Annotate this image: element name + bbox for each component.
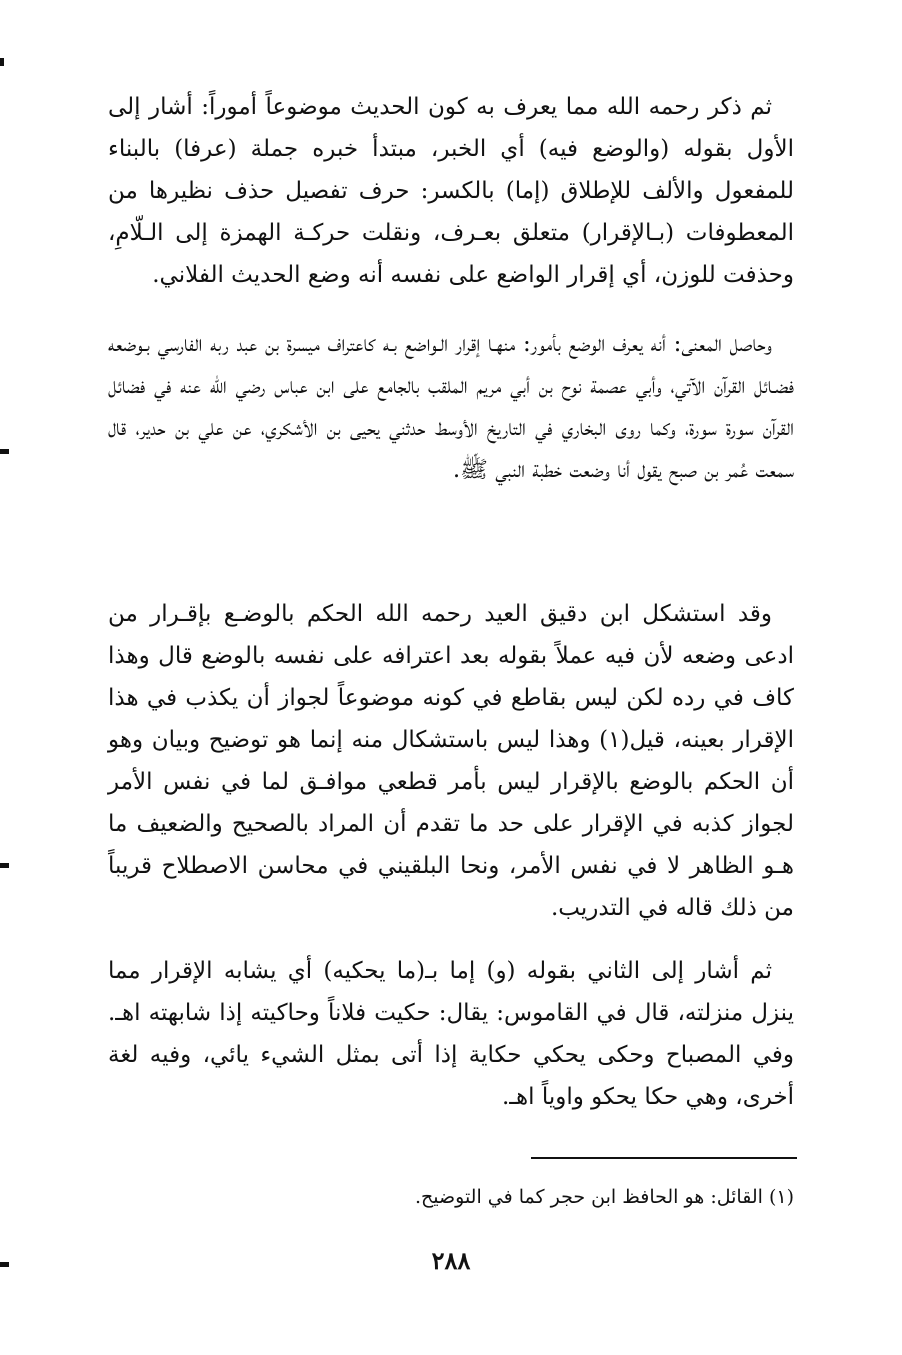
paragraph-2 bbox=[108, 323, 794, 491]
footnote-separator bbox=[531, 1157, 797, 1159]
scan-edge-mark bbox=[0, 58, 4, 66]
page-number: ٢٨٨ bbox=[431, 1246, 471, 1275]
scan-edge-mark bbox=[0, 449, 9, 454]
scan-edge-mark bbox=[0, 863, 9, 868]
paragraph-1 bbox=[108, 86, 794, 296]
paragraph-text: ثم ذكر رحمه الله مما يعرف به كون الحديث موضوعاً أموراً: أشار إلى الأول بقوله (والوضع فيه) أي الخبر، مبتدأ خبره جملة (عرفا) بالبناء للمفعول والألف للإطلاق (إما) بالكسر: حرف تفصيل حذف نظيرها من المعطوفات (بـالإقرار) متعلق بعـرف، ونقلت حركـة الهمزة إلى الـلّامِ، وحذفت للوزن، أي إقرار الواضع على نفسه أنه وضع الحديث الفلاني. bbox=[108, 94, 795, 288]
paragraph-text: وقد استشكل ابن دقيق العيد رحمه الله الحكم بالوضـع بإقـرار من ادعى وضعه لأن فيه عملاً بقوله بعد اعترافه على نفسه بالوضع قال وهذا كاف في رده لكن ليس بقاطع في كونه موضوعاً لجواز أن يكذب في هذا الإقرار بعينه، قيل(١) وهذا ليس باستشكال منه إنما هو توضيح وبيان وهو أن الحكم بالوضع بالإقرار ليس بأمر قطعي موافـق لما في نفس الأمر لجواز كذبه في الإقرار على حد ما تقدم أن المراد بالصحيح والضعيف ما هـو الظاهر لا في نفس الأمر، ونحا البلقيني في محاسن الاصطلاح قريباً من ذلك قاله في التدريب. bbox=[108, 601, 794, 921]
paragraph-4 bbox=[108, 950, 794, 1118]
paragraph-text: وحاصل المعنى: أنه يعرف الوضع بأمور: منهـا إقرار الـواضع بـه كاعتراف ميسرة بن عبد ربه الفارسي بـوضعه فضـائل القرآن الآتي، وأبي عصمة نوح بن أبي مريم الملقب بالجامع على ابن عباس رضي الله عنه في فضائل القرآن سورة سورة، وكما روى البخاري في التاريخ الأوسط حدثني يحيى بن الأشكري، عن علي بن حدير، قال سمعت عُمر بن صبح يقول أنا وضعت خطبة النبي ﷺ. bbox=[108, 331, 794, 483]
paragraph-3 bbox=[108, 593, 794, 929]
footnote: (١) القائل: هو الحافظ ابن حجر كما في التوضيح. bbox=[414, 1186, 794, 1208]
paragraph-text: ثم أشار إلى الثاني بقوله (و) إما بـ(ما يحكيه) أي يشابه الإقرار مما ينزل منزلته، قال في القاموس: يقال: حكيت فلاناً وحاكيته إذا شابهته اهـ. وفي المصباح وحكى يحكي حكاية إذا أتى بمثل الشيء يائي، وفيه لغة أخرى، وهي حكا يحكو واوياً اهـ. bbox=[108, 958, 794, 1110]
